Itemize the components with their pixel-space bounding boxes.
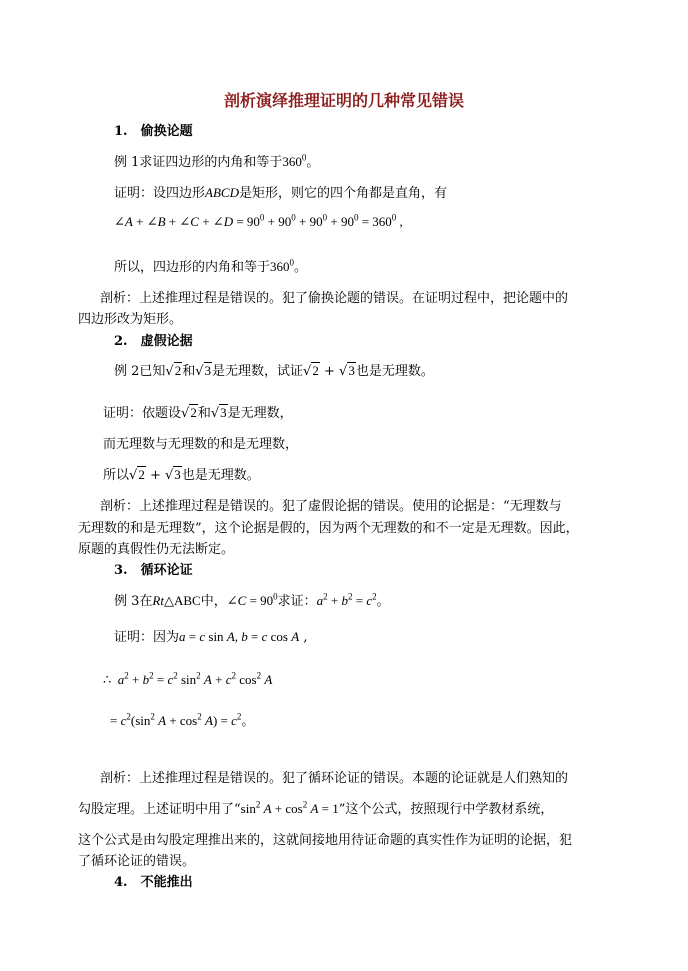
example-3: 例 3在Rt△ABC中，∠C = $90^0$求证：$a^2 + b^2 = c^2$。 — [114, 591, 390, 609]
and-text: 和 — [197, 406, 211, 421]
section-2-heading: 2. 虚假论据 — [114, 334, 193, 349]
irrational-text: 是无理数，试证 — [212, 364, 304, 379]
analysis-2-line-3: 原题的真假性仍无法断定。 — [78, 542, 235, 557]
analysis-2-line-2: 无理数的和是无理数”，这个论据是假的，因为两个无理数的和不一定是无理数。因此， — [78, 521, 579, 536]
section-3-heading: 3. 循环论证 — [114, 563, 193, 578]
quad-name: ABCD — [205, 185, 239, 200]
rt-text: Rt — [152, 593, 164, 608]
analysis-text-end: ”这个公式，按照现行中学教材系统， — [338, 802, 554, 817]
analysis-3-line-3: 这个公式是由勾股定理推出来的，这就间接地用待证命题的真实性作为证明的论据，犯 — [78, 833, 573, 848]
and-text: 和 — [182, 364, 196, 379]
known-text: 已知 — [139, 364, 166, 379]
proof-text: 是矩形，则它的四个角都是直角，有 — [238, 186, 447, 201]
section-1-heading: 1. 偷换论题 — [114, 124, 193, 139]
proof-3-line-1: 证明：因为a = c sin A, b = c cos A , — [114, 629, 308, 645]
analysis-3-line-2: 勾股定理。上述证明中用了“$\sin^2$ $A + \cos^2 A = 1$”这个公式，按照现行中学教材系统， — [78, 799, 554, 817]
example-label: 例 3 — [114, 594, 140, 609]
also-irrational-text: 也是无理数。 — [181, 468, 260, 483]
example-2: 例 2已知√2和√3是无理数，试证√2 + √3也是无理数。 — [114, 363, 434, 379]
proof-2-line-1: 证明：依题设√2和√3是无理数， — [103, 405, 293, 421]
analysis-text: 勾股定理。上述证明中用了“ — [78, 802, 241, 817]
proof-end: 是无理数， — [227, 406, 293, 421]
page-title: 剖析演绎推理证明的几种常见错误 — [223, 91, 464, 110]
example-label: 例 1 — [114, 155, 140, 170]
in-text: 在 — [139, 594, 153, 609]
analysis-1-line-2: 四边形改为矩形。 — [78, 312, 183, 327]
proof-1-equation: ∠A + ∠B + ∠C + ∠D = $90^0 + 90^0 + 90^0 + 90^0 = 360^0$ , — [114, 212, 403, 229]
proof-3-line-3: = $c^2(\sin^2$ $A + \cos^2 A) = c^2$。 — [110, 711, 255, 729]
so-text: 所以 — [103, 468, 130, 483]
example-1: 例 1求证四边形的内角和等于$360^0$。 — [114, 152, 320, 170]
prove-text: 求证： — [277, 594, 317, 609]
analysis-3-line-4: 了循环论证的错误。 — [78, 854, 196, 869]
analysis-1-line-1: 剖析：上述推理过程是错误的。犯了偷换论题的错误。在证明过程中，把论题中的 — [100, 291, 569, 306]
proof-label: 证明：设四边形 — [114, 186, 206, 201]
mid-text: 中， — [200, 594, 227, 609]
also-irrational-text: 也是无理数。 — [355, 364, 434, 379]
analysis-3-line-1: 剖析：上述推理过程是错误的。犯了循环论证的错误。本题的论证就是人们熟知的 — [100, 771, 569, 786]
proof-2-line-3: 所以√2 + √3也是无理数。 — [103, 467, 260, 483]
analysis-2-line-1: 剖析：上述推理过程是错误的。犯了虚假论据的错误。使用的论据是：“无理数与 — [100, 499, 562, 514]
section-4-heading: 4. 不能推出 — [114, 875, 193, 890]
proof-label: 证明：依题设 — [103, 406, 182, 421]
proof-label: 证明：因为 — [114, 630, 180, 645]
triangle-name: △ABC — [163, 593, 201, 608]
example-text: 求证四边形的内角和等于 — [139, 155, 283, 170]
conclusion-text: 所以，四边形的内角和等于 — [114, 260, 271, 275]
proof-1-line-1 — [114, 182, 447, 201]
proof-1-conclusion: 所以，四边形的内角和等于$360^0$。 — [114, 257, 308, 275]
therefore-symbol: ∴ — [103, 672, 112, 687]
proof-3-line-2: ∴ $a^2 + b^2 = c^2$ $\sin^2 A + c^2$ $\cos^2 A$ — [103, 670, 273, 687]
example-label: 例 2 — [114, 364, 140, 379]
proof-2-line-2: 而无理数与无理数的和是无理数， — [103, 437, 299, 452]
